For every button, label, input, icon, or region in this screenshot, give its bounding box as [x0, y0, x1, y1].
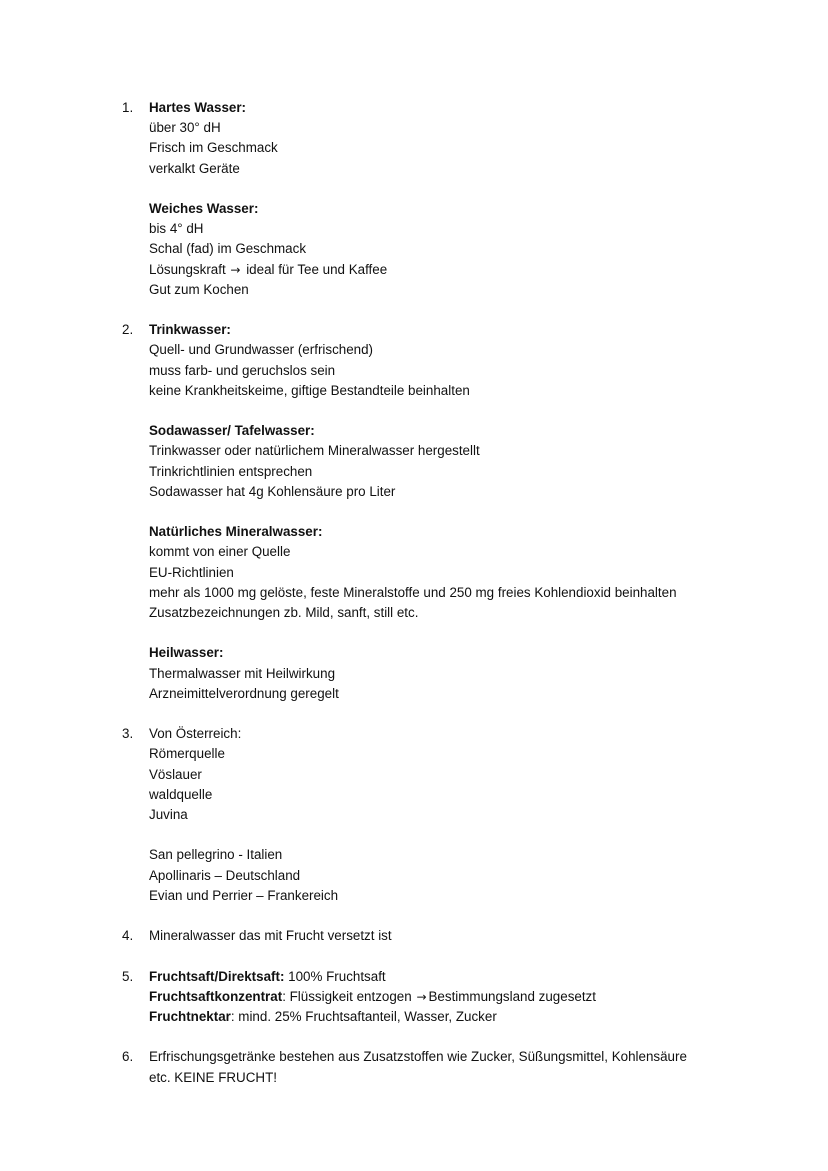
healing-water-title: Heilwasser: [149, 645, 224, 661]
arrow-right-icon: → [416, 989, 427, 1004]
soft-water-line-post: ideal für Tee und Kaffee [246, 261, 388, 277]
hard-water-line: verkalkt Geräte [149, 160, 240, 176]
soda-water-title: Sodawasser/ Tafelwasser: [149, 423, 315, 439]
list-item-5 [122, 967, 742, 1048]
austria-brand: Vöslauer [149, 766, 202, 782]
mineral-water-title: Natürliches Mineralwasser: [149, 524, 323, 540]
austria-brand: waldquelle [149, 786, 213, 802]
mineral-water-line: EU-Richtlinien [149, 564, 234, 580]
list-item-4 [122, 926, 742, 966]
item-number: 4. [122, 928, 134, 944]
answer-list [122, 98, 742, 1088]
soft-water-line: Schal (fad) im Geschmack [149, 241, 307, 257]
item-number: 1. [122, 100, 134, 115]
austria-brand: Juvina [149, 807, 188, 823]
mineral-water-line: kommt von einer Quelle [149, 544, 291, 560]
mineral-water-line: mehr als 1000 mg gelöste, feste Mineralstoffe und 250 mg freies Kohlendioxid beinhalten [149, 584, 677, 600]
item-number: 3. [122, 726, 134, 742]
foreign-brand: Evian und Perrier – Frankereich [149, 887, 339, 903]
foreign-brand: Apollinaris – Deutschland [149, 867, 301, 883]
soft-water-line-pre: Lösungskraft [149, 261, 226, 277]
soft-water-line [149, 260, 742, 280]
flavored-water-text: Mineralwasser das mit Frucht versetzt ist [149, 928, 392, 944]
item-number: 6. [122, 1049, 134, 1065]
concentrate-def-post: Bestimmungsland zugesetzt [428, 988, 596, 1004]
drinking-water-line: muss farb- und geruchslos sein [149, 362, 336, 378]
soft-water-line: Gut zum Kochen [149, 281, 249, 297]
drinking-water-line: Quell- und Grundwasser (erfrischend) [149, 342, 374, 358]
hard-water-line: über 30° dH [149, 120, 221, 136]
juice-definition [149, 967, 742, 987]
foreign-brand: San pellegrino - Italien [149, 847, 283, 863]
mineral-water-line: Zusatzbezeichnungen zb. Mild, sanft, still etc. [149, 605, 419, 621]
soda-water-line: Sodawasser hat 4g Kohlensäure pro Liter [149, 483, 396, 499]
list-item-3 [122, 724, 742, 926]
nectar-def: : mind. 25% Fruchtsaftanteil, Wasser, Zucker [230, 1009, 497, 1024]
drinking-water-title: Trinkwasser: [149, 322, 231, 338]
nectar-definition [149, 1007, 742, 1027]
austria-brand: Römerquelle [149, 746, 225, 762]
austria-heading: Von Österreich: [149, 726, 242, 742]
soft-water-line: bis 4° dH [149, 221, 204, 237]
list-item-2 [122, 320, 742, 724]
hard-water-line: Frisch im Geschmack [149, 140, 278, 156]
list-item-1 [122, 98, 742, 320]
soda-water-line: Trinkrichtlinien entsprechen [149, 463, 313, 479]
juice-term: Fruchtsaft/Direktsaft: [149, 968, 285, 984]
soft-drink-line: etc. KEINE FRUCHT! [149, 1069, 277, 1085]
list-item-6 [122, 1047, 742, 1087]
healing-water-line: Arzneimittelverordnung geregelt [149, 685, 339, 701]
soft-water-title: Weiches Wasser: [149, 201, 259, 216]
nectar-term: Fruchtnektar [149, 1009, 231, 1024]
concentrate-def-pre: : Flüssigkeit entzogen [282, 988, 412, 1004]
healing-water-line: Thermalwasser mit Heilwirkung [149, 665, 336, 681]
item-number: 2. [122, 322, 134, 338]
concentrate-definition [149, 987, 742, 1007]
item-number: 5. [122, 968, 134, 984]
concentrate-term: Fruchtsaftkonzentrat [149, 988, 283, 1004]
soft-drink-line: Erfrischungsgetränke bestehen aus Zusatzstoffen wie Zucker, Süßungsmittel, Kohlensäure [149, 1049, 687, 1065]
arrow-right-icon: → [230, 262, 241, 277]
soda-water-line: Trinkwasser oder natürlichem Mineralwasser hergestellt [149, 443, 480, 459]
hard-water-title: Hartes Wasser: [149, 100, 247, 115]
juice-def: 100% Fruchtsaft [284, 968, 386, 984]
drinking-water-line: keine Krankheitskeime, giftige Bestandteile beinhalten [149, 382, 470, 398]
